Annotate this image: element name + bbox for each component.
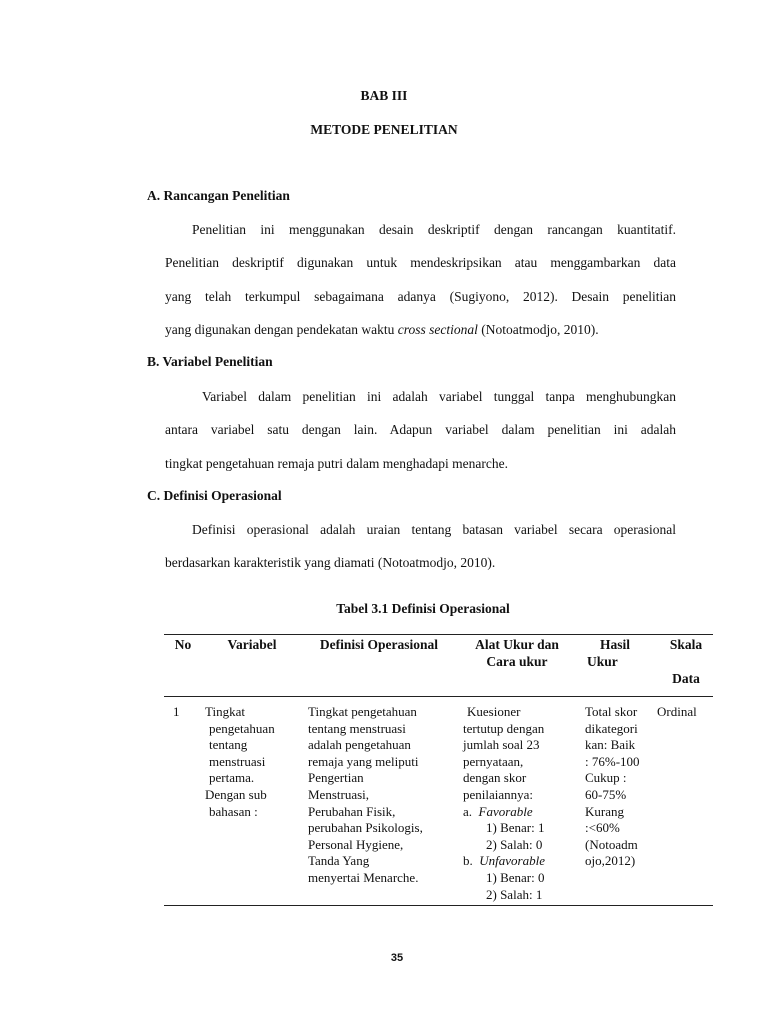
- cell-line: 60-75%: [585, 786, 627, 802]
- cell-line: Total skor: [585, 704, 638, 719]
- cell-line: Cukup :: [585, 770, 627, 786]
- cell-line: Kuesioner: [467, 704, 521, 719]
- cell-line: ojo,2012): [585, 853, 636, 869]
- header-line: Data: [672, 671, 700, 686]
- cell-definisi: [308, 704, 423, 887]
- section-a-heading: A. Rancangan Penelitian: [147, 188, 290, 203]
- cell-line: Perubahan Fisik,: [308, 803, 396, 819]
- cell-line: adalah pengetahuan: [308, 737, 411, 753]
- chapter-title: METODE PENELITIAN: [310, 122, 458, 137]
- cell-line: tentang menstruasi: [308, 720, 406, 736]
- text-run: yang digunakan dengan pendekatan waktu: [165, 321, 398, 337]
- header-line: Hasil: [600, 637, 631, 652]
- paragraph-line: Variabel dalam penelitian ini adalah variabel tunggal tanpa menghubungkan: [202, 389, 676, 404]
- header-alat-ukur: [458, 636, 576, 670]
- cell-line: menyertai Menarche.: [308, 869, 419, 885]
- cell-line: perubahan Psikologis,: [308, 820, 423, 836]
- cell-line: penilaiannya:: [463, 786, 534, 802]
- cell-line: dengan skor: [463, 770, 527, 786]
- cell-line: 1) Benar: 0: [486, 869, 545, 885]
- unfavorable-label: Unfavorable: [479, 853, 545, 869]
- favorable-label: Favorable: [478, 803, 533, 819]
- cell-line: 2) Salah: 0: [486, 836, 543, 852]
- cell-line: Menstruasi,: [308, 786, 370, 802]
- paragraph-line: Definisi operasional adalah uraian tentang batasan variabel secara operasional: [192, 522, 676, 537]
- cell-line: pernyataan,: [463, 753, 524, 769]
- header-variabel: Variabel: [227, 637, 277, 652]
- cell-line: Dengan sub: [205, 786, 267, 802]
- cell-line: Pengertian: [308, 770, 364, 786]
- table-top-rule: [164, 634, 713, 635]
- cell-line: bahasan :: [209, 803, 258, 819]
- paragraph-line: Penelitian ini menggunakan desain deskriptif dengan rancangan kuantitatif.: [192, 222, 676, 237]
- cell-line: 2) Salah: 1: [486, 886, 543, 902]
- italic-term: cross sectional: [397, 321, 478, 337]
- cell-line: Tingkat: [205, 704, 245, 719]
- cell-line: tertutup dengan: [463, 720, 545, 736]
- cell-line: Personal Hygiene,: [308, 836, 404, 852]
- header-line: Skala: [669, 637, 703, 652]
- table-bottom-rule: [164, 905, 713, 906]
- cell-line: kan: Baik: [585, 737, 636, 753]
- header-line: Cara ukur: [486, 654, 548, 669]
- cell-line: tentang: [209, 737, 248, 753]
- cell-line: [463, 853, 545, 870]
- cell-variabel: [205, 704, 275, 820]
- paragraph-line: Penelitian deskriptif digunakan untuk mendeskripsikan atau menggambarkan data: [165, 255, 676, 271]
- cell-line: [463, 804, 545, 821]
- cell-line: Tanda Yang: [308, 853, 370, 869]
- header-no: No: [174, 637, 192, 652]
- cell-hasil-ukur: [585, 704, 640, 870]
- cell-line: 1) Benar: 1: [486, 820, 545, 836]
- section-c-heading: C. Definisi Operasional: [147, 488, 282, 503]
- header-skala-data: [656, 636, 716, 687]
- cell-no: 1: [173, 704, 180, 719]
- list-marker: a.: [463, 803, 473, 819]
- section-b-paragraph: [165, 380, 676, 480]
- section-b-heading: B. Variabel Penelitian: [147, 354, 273, 369]
- header-definisi: Definisi Operasional: [319, 637, 439, 652]
- cell-line: jumlah soal 23: [463, 737, 540, 753]
- cell-line: Kurang: [585, 803, 624, 819]
- paragraph-line: berdasarkan karakteristik yang diamati (Notoatmodjo, 2010).: [165, 555, 496, 571]
- cell-alat-ukur: [463, 704, 545, 903]
- paragraph-line: antara variabel satu dengan lain. Adapun variabel dalam penelitian ini adalah: [165, 422, 676, 438]
- cell-line: menstruasi: [209, 753, 266, 769]
- table-header-rule: [164, 696, 713, 697]
- cell-skala-data: Ordinal: [657, 704, 697, 719]
- paragraph-line: yang telah terkumpul sebagaimana adanya (Sugiyono, 2012). Desain penelitian: [165, 288, 676, 304]
- cell-line: pertama.: [209, 770, 255, 786]
- paragraph-line: tingkat pengetahuan remaja putri dalam menghadapi menarche.: [165, 455, 508, 471]
- paragraph-line: [165, 313, 676, 346]
- cell-line: :<60%: [585, 820, 620, 836]
- section-c-paragraph: [165, 513, 676, 580]
- text-run: (Notoatmodjo, 2010).: [477, 321, 599, 337]
- header-line: Alat Ukur dan: [475, 637, 559, 652]
- header-hasil-ukur: [586, 636, 650, 670]
- header-line: Ukur: [587, 654, 618, 669]
- cell-line: remaja yang meliputi: [308, 753, 419, 769]
- list-marker: b.: [463, 853, 473, 869]
- cell-line: Tingkat pengetahuan: [308, 704, 417, 719]
- cell-line: dikategori: [585, 720, 638, 736]
- cell-line: (Notoadm: [585, 836, 638, 852]
- page-number: 35: [390, 952, 404, 964]
- cell-line: pengetahuan: [209, 720, 275, 736]
- chapter-number: BAB III: [360, 88, 408, 103]
- cell-line: : 76%-100: [585, 753, 640, 769]
- table-title: Tabel 3.1 Definisi Operasional: [336, 601, 510, 616]
- section-a-paragraph: [165, 213, 676, 346]
